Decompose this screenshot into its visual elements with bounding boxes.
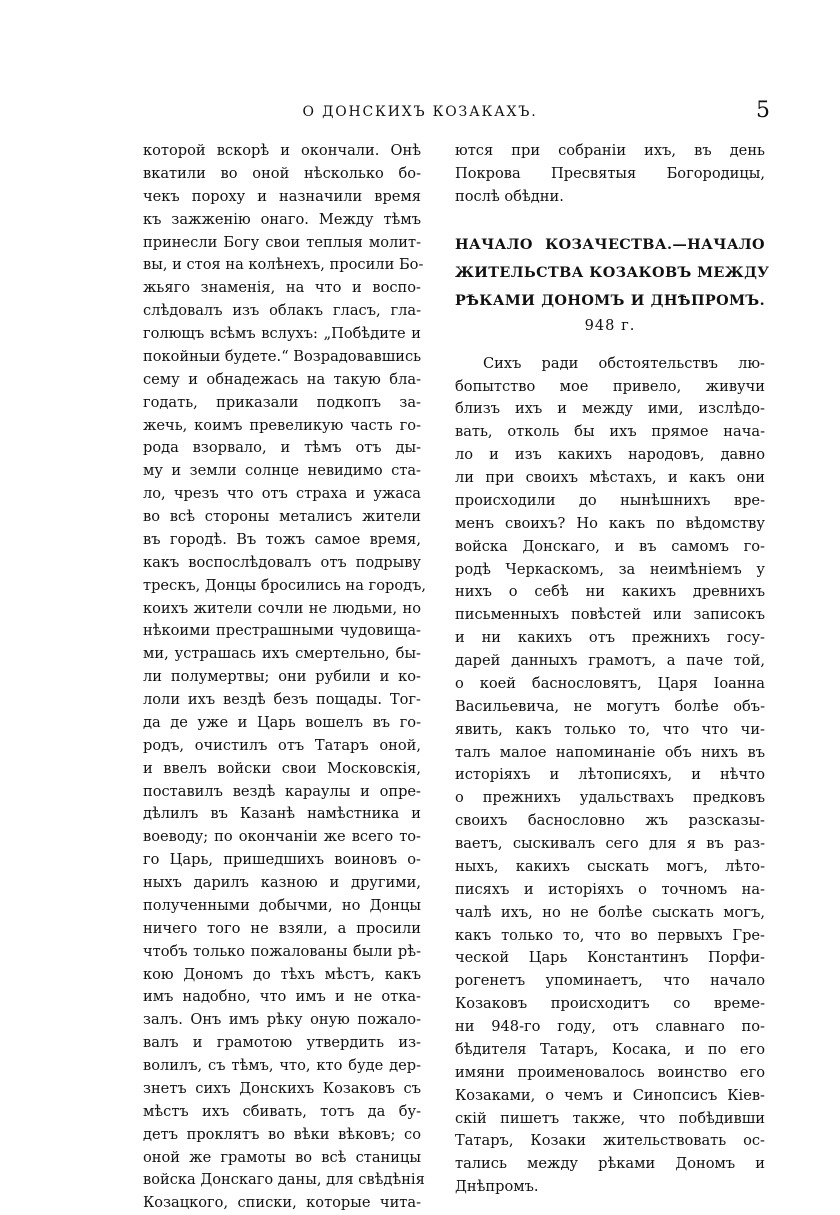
text-line: трескъ, Донцы бросились на городъ, xyxy=(143,576,427,594)
text-line: Козаками, о чемъ и Синопсисъ Кіев- xyxy=(455,1086,765,1104)
text-line: вать, отколь бы ихъ прямое нача- xyxy=(455,423,765,441)
text-line: менъ своихъ? Но какъ по вѣдомству xyxy=(455,514,765,532)
text-line: бѣдителя Татаръ, Косака, и по его xyxy=(455,1040,765,1058)
heading-line: ЖИТЕЛЬСТВА КОЗАКОВЪ МЕЖДУ xyxy=(455,263,770,281)
text-line: кою Дономъ до тѣхъ мѣстъ, какъ xyxy=(143,965,421,983)
text-line: принесли Богу свои теплыя молит- xyxy=(143,233,421,251)
text-line: вы, и стоя на колѣнехъ, просили Бо- xyxy=(143,256,424,274)
text-line: чекъ пороху и назначили время xyxy=(143,187,421,205)
text-line: дѣлилъ въ Казанѣ намѣстника и xyxy=(143,805,421,823)
text-line: слѣдовалъ изъ облакъ гласъ, гла- xyxy=(143,302,421,320)
text-line: чалѣ ихъ, но не болѣе сыскать могъ, xyxy=(455,903,765,921)
right-column xyxy=(455,140,770,1199)
text-line: родѣ Черкаскомъ, за неимѣніемъ у xyxy=(455,560,765,578)
text-line: въ городѣ. Въ тожъ самое время, xyxy=(143,530,421,548)
text-line: годать, приказали подкопъ за- xyxy=(143,393,421,411)
text-line: Васильевича, не могутъ болѣе объ- xyxy=(455,697,765,715)
text-line: Татаръ, Козаки жительствовать ос- xyxy=(455,1132,765,1150)
text-line: тались между рѣками Дономъ и xyxy=(455,1155,765,1173)
text-line: во всѣ стороны металисъ жители xyxy=(143,508,421,525)
text-line: воеводу; по окончаніи же всего то- xyxy=(143,828,421,846)
text-line: мѣстъ ихъ сбивать, тотъ да бу- xyxy=(143,1102,421,1120)
text-line: происходили до нынѣшнихъ вре- xyxy=(455,491,765,509)
text-line: ни 948-го году, отъ славнаго по- xyxy=(455,1018,765,1035)
text-line: нѣкоими престрашными чудовища- xyxy=(143,622,421,640)
text-line: ло и изъ какихъ народовъ, давно xyxy=(455,446,765,464)
section-heading xyxy=(455,231,770,315)
text-line: которой вскорѣ и окончали. Онѣ xyxy=(143,142,421,159)
text-line: рогенетъ упоминаетъ, что начало xyxy=(455,972,765,990)
text-line: близъ ихъ и между ими, изслѣдо- xyxy=(455,400,765,418)
text-line: войска Донскаго, и въ самомъ го- xyxy=(455,537,765,555)
text-line: какъ воспослѣдовалъ отъ подрыву xyxy=(143,553,421,571)
text-line: голющъ всѣмъ вслухъ: „Побѣдите и xyxy=(143,325,421,342)
spacer xyxy=(455,337,765,353)
text-line: ли полумертвы; они рубили и ко- xyxy=(143,668,421,686)
text-line: ло, чрезъ что отъ страха и ужаса xyxy=(143,485,421,503)
text-line: рода взорвало, и тѣмъ отъ ды- xyxy=(143,439,421,457)
text-line: явить, какъ только то, что что чи- xyxy=(455,720,765,738)
page-number: 5 xyxy=(756,98,770,123)
text-line: валъ и грамотою утвердить из- xyxy=(143,1034,421,1052)
text-line: детъ проклятъ во вѣки вѣковъ; со xyxy=(143,1125,421,1143)
text-line: о прежнихъ удальствахъ предковъ xyxy=(455,789,765,807)
text-line: Днѣпромъ. xyxy=(455,1178,539,1196)
text-line: и ни какихъ отъ прежнихъ госу- xyxy=(455,629,765,647)
text-line: письменныхъ повѣстей или записокъ xyxy=(455,606,765,624)
text-line: родъ, очистилъ отъ Татаръ оной, xyxy=(143,736,421,754)
text-line: скій пишетъ также, что побѣдивши xyxy=(455,1109,765,1127)
text-line: ныхъ дарилъ казною и другими, xyxy=(143,874,421,891)
text-line: послѣ обѣдни. xyxy=(455,187,564,205)
spacer xyxy=(455,209,765,231)
text-line: Сихъ ради обстоятельствъ лю- xyxy=(483,354,765,372)
text-line: Козацкого, списки, которые чита- xyxy=(143,1194,421,1212)
text-line: чтобъ только пожалованы были рѣ- xyxy=(143,942,421,960)
text-line: му и земли солнце невидимо ста- xyxy=(143,462,421,480)
text-line: оной же грамоты во всѣ станицы xyxy=(143,1148,421,1166)
text-line: знетъ сихъ Донскихъ Козаковъ съ xyxy=(143,1079,421,1097)
text-line: и ввелъ войски свои Московскія, xyxy=(143,759,421,777)
text-line: сему и обнадежась на такую бла- xyxy=(143,370,421,388)
text-line: писяхъ и исторіяхъ о точномъ на- xyxy=(455,880,765,898)
section-body-text xyxy=(455,353,765,1199)
text-line: дарей данныхъ грамотъ, а паче той, xyxy=(455,652,765,669)
text-line: ми, устрашась ихъ смертельно, бы- xyxy=(143,645,421,663)
text-line: ются при собраніи ихъ, въ день xyxy=(455,142,765,159)
text-line: жьяго знаменія, на что и воспо- xyxy=(143,279,421,297)
section-year: 948 г. xyxy=(584,316,636,334)
text-line: бопытство мое привело, живучи xyxy=(455,377,765,395)
text-line: коихъ жители сочли не людьми, но xyxy=(143,599,421,617)
text-line: о коей баснословятъ, Царя Іоанна xyxy=(455,674,765,692)
text-line: волилъ, съ тѣмъ, что, кто буде дер- xyxy=(143,1057,421,1074)
running-title: О ДОНСКИХЪ КОЗАКАХЪ. xyxy=(302,104,538,120)
left-column xyxy=(143,140,427,1215)
text-line: Козаковъ происходитъ со време- xyxy=(455,995,765,1013)
text-line: имъ надобно, что имъ и не отка- xyxy=(143,988,421,1006)
text-line: нихъ о себѣ ни какихъ древнихъ xyxy=(455,583,765,601)
text-line: исторіяхъ и лѣтописяхъ, и нѣчто xyxy=(455,766,765,784)
heading-line: НАЧАЛО КОЗАЧЕСТВА.—НАЧАЛО xyxy=(455,235,765,253)
text-line: своихъ баснословно жъ разсказы- xyxy=(455,812,765,830)
heading-line: РѢКАМИ ДОНОМЪ И ДНѢПРОМЪ. xyxy=(455,291,765,309)
text-line: покойныи будете.“ Возрадовавшись xyxy=(143,347,422,365)
text-line: да де уже и Царь вошелъ въ го- xyxy=(143,713,421,731)
text-line: ческой Царь Константинъ Порфи- xyxy=(455,949,765,967)
text-line: Покрова Пресвятыя Богородицы, xyxy=(455,164,765,182)
text-line: поставилъ вездѣ караулы и опре- xyxy=(143,782,421,800)
text-line: ничего того не взяли, а просили xyxy=(143,919,421,937)
text-line: къ зажженію онаго. Между тѣмъ xyxy=(143,210,421,228)
text-line: жечь, коимъ превеликую часть го- xyxy=(143,416,421,434)
text-line: какъ только то, что во первыхъ Гре- xyxy=(455,926,765,944)
right-intro-text xyxy=(455,140,765,209)
text-line: залъ. Онъ имъ рѣку оную пожало- xyxy=(143,1011,421,1029)
text-line: ли при своихъ мѣстахъ, и какъ они xyxy=(455,469,765,486)
text-line: войска Донскаго даны, для свѣдѣнія xyxy=(143,1171,425,1189)
text-line: имяни проименовалось воинство его xyxy=(455,1063,765,1081)
text-line: ваетъ, сыскивалъ сего для я въ раз- xyxy=(455,835,765,852)
text-line: вкатили во оной нѣсколько бо- xyxy=(143,164,421,182)
text-line: лоли ихъ вездѣ безъ пощады. Тог- xyxy=(143,691,421,708)
text-line: го Царь, пришедшихъ воиновъ о- xyxy=(143,851,421,869)
text-line: полученными добычми, но Донцы xyxy=(143,896,421,914)
running-header xyxy=(130,100,770,122)
text-line: ныхъ, какихъ сыскать могъ, лѣто- xyxy=(455,857,765,875)
text-line: талъ малое напоминаніе объ нихъ въ xyxy=(455,743,765,761)
